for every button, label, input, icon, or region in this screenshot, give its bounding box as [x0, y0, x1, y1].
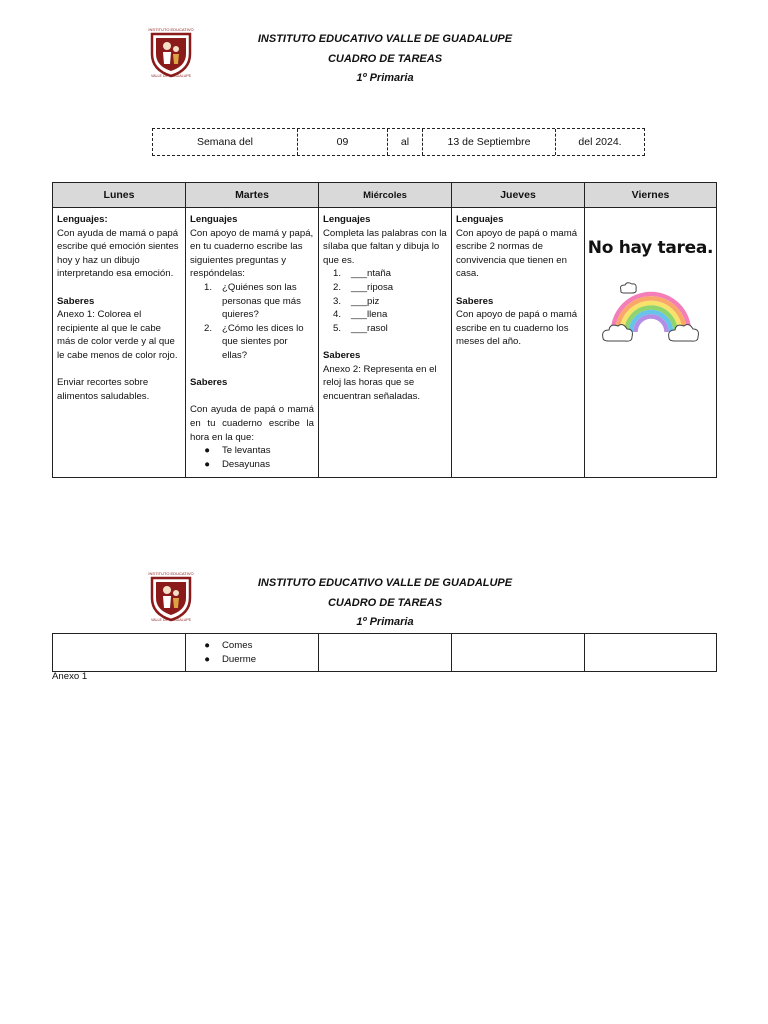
table-row — [53, 208, 717, 478]
subject-heading: Lenguajes — [190, 214, 238, 225]
lunes-cell — [53, 634, 186, 672]
task-text: Anexo 1: Colorea el recipiente al que le cabe más de color verde y al que le cabe menos de color rojo. — [57, 309, 178, 361]
viernes-cell — [585, 208, 717, 478]
miercoles-cell — [319, 208, 452, 478]
task-text: Con ayuda de mamá o papá escribe qué emoción sientes hoy y haz un dibujo interpretando esa emoción. — [57, 227, 179, 280]
list-item: ● Comes — [204, 640, 253, 651]
svg-text:INSTITUTO EDUCATIVO: INSTITUTO EDUCATIVO — [148, 27, 194, 32]
list-item: 3. ___piz — [332, 295, 380, 307]
week-range-box — [152, 128, 645, 156]
table-header-row — [53, 183, 717, 208]
school-name: INSTITUTO EDUCATIVO VALLE DE GUADALUPE — [257, 577, 513, 589]
word-list — [323, 267, 447, 335]
no-homework-note: No hay tarea. — [587, 238, 714, 258]
day-header: Lunes — [53, 183, 186, 208]
subject-heading: Lenguajes — [456, 214, 504, 225]
week-connector: al — [388, 129, 423, 155]
document-title: CUADRO DE TAREAS — [327, 52, 443, 65]
list-item: ● Duerme — [204, 653, 257, 665]
tasks-table — [52, 182, 717, 478]
lunes-cell — [53, 208, 186, 478]
document-title: CUADRO DE TAREAS — [327, 596, 443, 609]
list-item: ● Desayunas — [204, 458, 270, 470]
svg-text:VALLE DE GUADALUPE: VALLE DE GUADALUPE — [150, 74, 192, 78]
day-header: Viernes — [585, 183, 717, 208]
martes-cell — [186, 208, 319, 478]
week-year: del 2024. — [578, 136, 622, 148]
svg-text:INSTITUTO EDUCATIVO: INSTITUTO EDUCATIVO — [148, 571, 194, 576]
list-item: 1. ___ntaña — [332, 268, 392, 280]
day-header: Miércoles — [319, 183, 452, 208]
list-item: 2. ___riposa — [332, 281, 394, 293]
list-item: 1. ¿Quiénes son las personas que más quieres? — [203, 281, 301, 321]
task-text: Completa las palabras con la sílaba que faltan y dibuja lo que es. — [323, 227, 447, 266]
page-header — [200, 30, 570, 89]
list-item: 4. ___llena — [332, 309, 388, 321]
svg-text:VALLE DE GUADALUPE: VALLE DE GUADALUPE — [150, 618, 192, 622]
task-text: Con ayuda de papá o mamá en tu cuaderno escribe la hora en la que: — [190, 404, 314, 443]
school-logo — [146, 24, 196, 78]
list-item: ● Te levantas — [204, 445, 271, 457]
day-header: Martes — [186, 183, 319, 208]
annex-label: Anexo 1 — [52, 671, 88, 682]
subject-heading: Saberes — [190, 377, 228, 389]
week-end-date: 13 de Septiembre — [423, 129, 556, 155]
subject-heading: Saberes — [456, 295, 494, 307]
subject-heading: Saberes — [323, 349, 361, 361]
subject-heading: Lenguajes: — [57, 214, 108, 225]
question-list — [190, 281, 314, 363]
grade-label: 1º Primaria — [356, 72, 414, 84]
school-logo — [146, 568, 196, 622]
martes-cell — [186, 634, 319, 672]
task-text: Anexo 2: Representa en el reloj las horas que se encuentran señaladas. — [323, 363, 437, 402]
subject-heading: Lenguajes — [323, 214, 371, 225]
grade-label: 1º Primaria — [356, 616, 414, 628]
week-label: Semana del — [153, 129, 298, 155]
task-text: Con apoyo de papá o mamá escribe 2 normas de convivencia que tienen en casa. — [456, 227, 578, 280]
task-text: Con apoyo de papá o mamá escribe en tu cuaderno los meses del año. — [456, 309, 578, 348]
jueves-cell — [452, 208, 585, 478]
tasks-table-continued — [52, 633, 717, 672]
table-row — [53, 634, 717, 672]
subject-heading: Saberes — [57, 295, 95, 307]
bullet-list — [190, 444, 314, 471]
task-text: Enviar recortes sobre alimentos saludables. — [57, 377, 150, 402]
list-item: 2. ¿Cómo les dices lo que sientes por ellas? — [203, 322, 304, 361]
miercoles-cell — [319, 634, 452, 672]
week-start-day: 09 — [298, 129, 388, 155]
rainbow-icon — [601, 280, 701, 346]
school-name: INSTITUTO EDUCATIVO VALLE DE GUADALUPE — [257, 33, 513, 45]
task-text: Con apoyo de mamá y papá, en tu cuaderno escribe las siguientes preguntas y respóndelas: — [190, 227, 314, 280]
page-header — [200, 574, 570, 633]
jueves-cell — [452, 634, 585, 672]
day-header: Jueves — [452, 183, 585, 208]
viernes-cell — [585, 634, 717, 672]
list-item: 5. ___rasol — [332, 322, 388, 334]
bullet-list — [190, 639, 314, 666]
